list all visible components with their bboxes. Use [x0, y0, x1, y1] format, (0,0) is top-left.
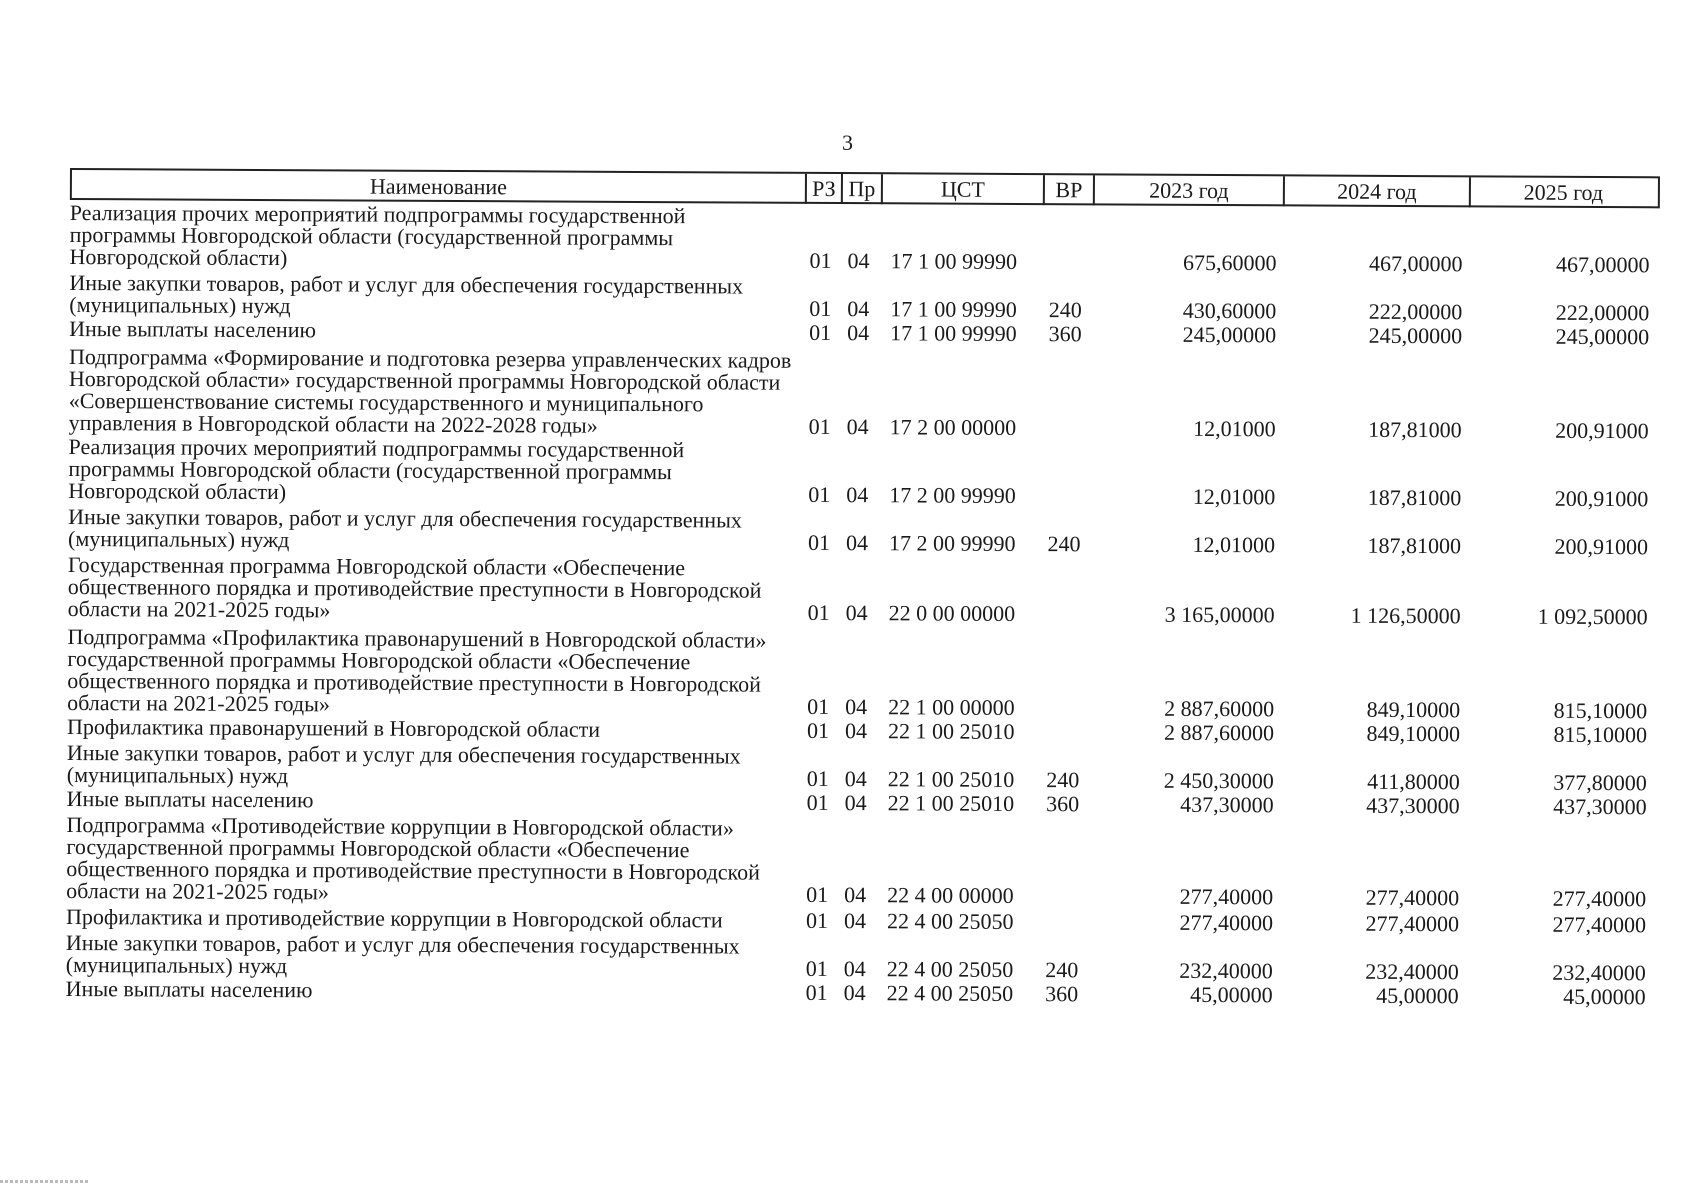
- row-name: Подпрограмма «Формирование и подготовка резерва управленческих кадров Новгородской области» государственной программы Новгородской области «Совершенствование системы государственного и муниципального управления в Новгородской области на 2022-2028 годы»: [68, 343, 792, 438]
- row-cst: 17 2 00 99990: [889, 482, 1016, 508]
- row-rz: 01: [809, 247, 832, 273]
- row-value-2024: 277,40000: [1365, 884, 1460, 911]
- row-cst: 22 4 00 25050: [886, 956, 1014, 982]
- row-cst: 17 1 00 99990: [890, 320, 1017, 346]
- table-row: [68, 343, 1659, 444]
- row-pr: 04: [847, 248, 870, 274]
- row-value-2025: 200,91000: [1554, 533, 1649, 560]
- row-cst: 17 1 00 99990: [890, 296, 1017, 322]
- row-cst: 22 0 00 00000: [888, 600, 1016, 626]
- row-rz: 01: [809, 295, 832, 321]
- row-value-2025: 277,40000: [1552, 885, 1647, 912]
- row-value-2025: 467,00000: [1555, 251, 1650, 278]
- row-value-2023: 12,01000: [1192, 483, 1276, 510]
- row-pr: 04: [844, 908, 867, 934]
- row-rz: 01: [808, 413, 831, 439]
- header-cst: ЦСТ: [881, 174, 1043, 205]
- row-value-2025: 222,00000: [1555, 299, 1650, 326]
- row-value-2025: 815,10000: [1553, 721, 1648, 748]
- row-value-2025: 277,40000: [1552, 911, 1647, 938]
- row-cst: 22 4 00 25050: [886, 980, 1014, 1006]
- row-value-2024: 232,40000: [1365, 958, 1459, 985]
- row-value-2023: 232,40000: [1179, 957, 1273, 984]
- row-cst: 22 1 00 25010: [887, 766, 1015, 792]
- row-value-2024: 849,10000: [1366, 720, 1461, 747]
- row-cst: 22 4 00 00000: [887, 882, 1014, 908]
- row-name: Иные выплаты населению: [66, 785, 314, 813]
- row-value-2024: 187,81000: [1367, 532, 1462, 559]
- row-value-2025: 377,80000: [1553, 769, 1647, 796]
- row-vr: 360: [1045, 981, 1079, 1007]
- row-name: Реализация прочих мероприятий подпрограммы государственной программы Новгородской области (государственной программы Новгородской области): [69, 199, 686, 271]
- row-name: Иные закупки товаров, работ и услуг для обеспечения государственных (муниципальных) нужд: [66, 739, 741, 789]
- header-2025: 2025 год: [1469, 177, 1656, 208]
- table-row: [67, 503, 1658, 560]
- row-value-2024: 437,30000: [1366, 792, 1460, 819]
- row-pr: 04: [844, 718, 868, 744]
- row-pr: 04: [845, 600, 868, 626]
- row-value-2024: 467,00000: [1368, 250, 1463, 277]
- row-cst: 17 1 00 99990: [890, 248, 1018, 274]
- table-body: [65, 199, 1660, 1010]
- row-value-2024: 411,80000: [1367, 768, 1460, 795]
- row-cst: 22 1 00 25010: [887, 718, 1015, 744]
- row-rz: 01: [806, 881, 829, 907]
- page-number: 3: [842, 130, 853, 155]
- row-value-2023: 2 887,60000: [1163, 719, 1275, 746]
- row-pr: 04: [843, 956, 866, 982]
- row-rz: 01: [807, 693, 830, 719]
- row-name: Государственная программа Новгородской области «Обеспечение общественного порядка и противодействие преступности в Новгородской области на 2021-2025 годы»: [67, 551, 762, 623]
- row-pr: 04: [844, 882, 867, 908]
- row-rz: 01: [807, 599, 830, 625]
- row-value-2024: 45,00000: [1376, 982, 1459, 1009]
- row-pr: 04: [845, 530, 869, 556]
- row-name: Профилактика и противодействие коррупции в Новгородской области: [66, 903, 723, 933]
- row-value-2023: 430,60000: [1182, 297, 1277, 324]
- row-rz: 01: [805, 955, 828, 981]
- row-value-2023: 277,40000: [1179, 883, 1274, 910]
- row-rz: 01: [806, 789, 829, 815]
- row-name: Иные выплаты населению: [69, 315, 317, 343]
- row-name: Подпрограмма «Противодействие коррупции в Новгородской области» государственной программы Новгородской области «Обеспечение общественного порядка и противодействие преступности в Новгородской области на 2021-2025 годы»: [66, 811, 760, 905]
- table-row: [65, 975, 1656, 1010]
- row-pr: 04: [845, 694, 868, 720]
- row-vr: 240: [1045, 957, 1079, 983]
- row-pr: 04: [844, 790, 867, 816]
- row-name: Иные закупки товаров, работ и услуг для обеспечения государственных (муниципальных) нужд: [65, 929, 740, 979]
- header-rz: РЗ: [805, 174, 841, 204]
- row-name: Профилактика правонарушений в Новгородской области: [67, 713, 601, 742]
- header-name: Наименование: [369, 173, 508, 200]
- row-vr: 360: [1046, 791, 1080, 817]
- row-cst: 17 2 00 99990: [888, 530, 1016, 556]
- row-value-2025: 232,40000: [1552, 959, 1646, 986]
- header-vr: ВР: [1043, 175, 1093, 205]
- row-cst: 22 1 00 00000: [888, 694, 1015, 720]
- row-value-2023: 437,30000: [1180, 791, 1274, 818]
- row-vr: 240: [1048, 297, 1082, 323]
- row-name: Иные закупки товаров, работ и услуг для обеспечения государственных (муниципальных) нужд: [67, 503, 742, 553]
- row-vr: 240: [1046, 767, 1080, 793]
- table-row: [69, 199, 1659, 278]
- row-name: Иные закупки товаров, работ и услуг для обеспечения государственных (муниципальных) нужд: [69, 269, 744, 319]
- row-value-2025: 1 092,50000: [1537, 603, 1648, 630]
- row-value-2023: 675,60000: [1182, 249, 1277, 276]
- table-row: [67, 623, 1657, 724]
- row-cst: 22 4 00 25050: [887, 908, 1014, 934]
- row-pr: 04: [844, 766, 867, 792]
- row-value-2023: 2 450,30000: [1163, 767, 1274, 794]
- row-value-2023: 277,40000: [1179, 909, 1274, 936]
- row-pr: 04: [847, 296, 870, 322]
- row-value-2024: 1 126,50000: [1350, 602, 1461, 629]
- row-value-2023: 12,01000: [1192, 531, 1276, 558]
- row-value-2023: 12,01000: [1193, 415, 1276, 442]
- row-rz: 01: [807, 717, 830, 743]
- table-row: [66, 811, 1656, 912]
- header-2024: 2024 год: [1283, 176, 1469, 207]
- row-vr: 360: [1048, 321, 1082, 347]
- row-value-2024: 849,10000: [1366, 696, 1461, 723]
- row-value-2025: 200,91000: [1555, 417, 1649, 444]
- row-pr: 04: [846, 482, 869, 508]
- row-value-2025: 45,00000: [1563, 983, 1646, 1010]
- table-row: [67, 551, 1658, 630]
- row-cst: 22 1 00 25010: [887, 790, 1015, 816]
- row-value-2023: 45,00000: [1190, 981, 1273, 1008]
- table-row: [68, 433, 1658, 512]
- row-value-2025: 815,10000: [1553, 697, 1648, 724]
- row-rz: 01: [807, 529, 831, 555]
- row-value-2024: 277,40000: [1365, 910, 1460, 937]
- row-rz: 01: [806, 765, 829, 791]
- row-vr: 240: [1047, 531, 1081, 557]
- row-value-2025: 437,30000: [1553, 793, 1647, 820]
- scan-artifact: [0, 1180, 90, 1183]
- row-cst: 17 2 00 00000: [889, 414, 1017, 440]
- row-name: Подпрограмма «Профилактика правонарушений в Новгородской области» государственной программы Новгородской области «Обеспечение общественного порядка и противодействие преступности в Новгородской области на 2021-2025 годы»: [67, 623, 767, 717]
- row-rz: 01: [805, 979, 828, 1005]
- row-value-2024: 187,81000: [1368, 416, 1462, 443]
- header-2023: 2023 год: [1093, 175, 1283, 206]
- row-rz: 01: [806, 907, 829, 933]
- budget-table: [66, 168, 1660, 1008]
- row-value-2023: 2 887,60000: [1164, 695, 1275, 722]
- row-rz: 01: [809, 319, 832, 345]
- row-pr: 04: [847, 320, 870, 346]
- row-value-2023: 3 165,00000: [1164, 601, 1275, 628]
- row-value-2024: 245,00000: [1368, 322, 1463, 349]
- row-value-2024: 187,81000: [1367, 484, 1462, 511]
- row-pr: 04: [846, 414, 869, 440]
- header-pr: Пр: [841, 174, 881, 204]
- table-row: [69, 315, 1659, 350]
- row-value-2023: 245,00000: [1182, 321, 1277, 348]
- row-rz: 01: [808, 481, 831, 507]
- row-pr: 04: [843, 980, 866, 1006]
- row-value-2025: 200,91000: [1554, 485, 1649, 512]
- row-value-2025: 245,00000: [1555, 323, 1650, 350]
- row-name: Иные выплаты населению: [65, 975, 313, 1003]
- row-value-2024: 222,00000: [1368, 298, 1463, 325]
- row-name: Реализация прочих мероприятий подпрограммы государственной программы Новгородской области (государственной программы Новгородской области): [68, 433, 685, 505]
